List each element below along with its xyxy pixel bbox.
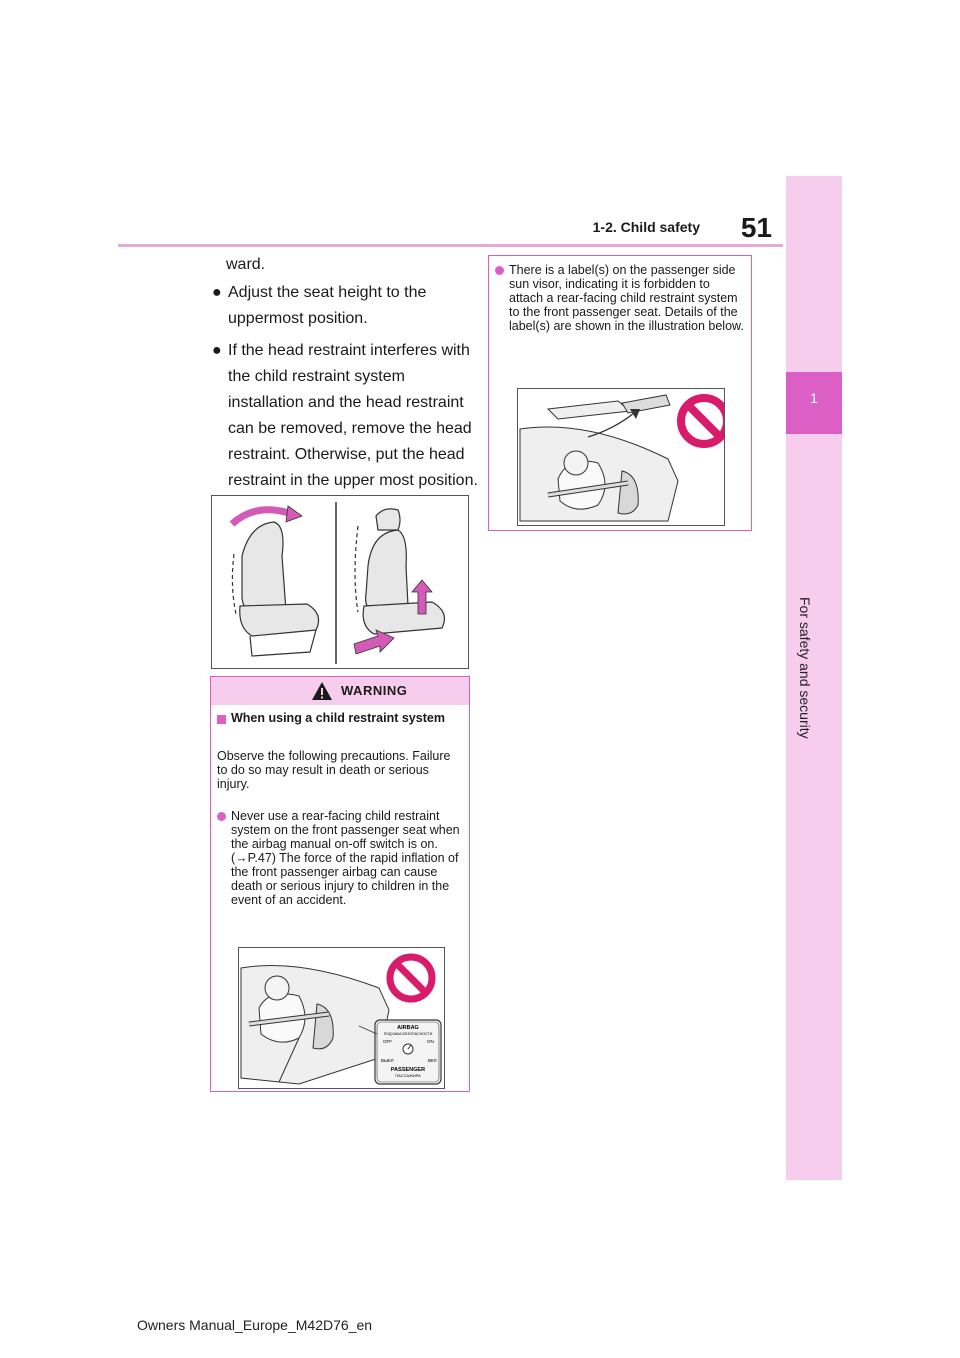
off-label: OFF — [383, 1039, 392, 1044]
warning-intro: Observe the following precautions. Failure to do so may result in death or serious injury. — [217, 749, 451, 791]
warning-header — [211, 677, 469, 705]
off-label-ru: ВЫКЛ — [381, 1058, 394, 1063]
warning-subheading: When using a child restraint system — [231, 711, 445, 725]
on-label: ON — [427, 1039, 434, 1044]
on-label-ru: ВКЛ — [428, 1058, 437, 1063]
info-item: There is a label(s) on the passenger side sun visor, indicating it is forbidden to attach a rear-facing child restraint system to the front passenger seat. Details of the label(s) are shown in the illustration below. — [509, 263, 744, 333]
bullet-icon — [217, 812, 226, 821]
subheading-square-icon — [217, 715, 226, 724]
removal-arrow-icon — [232, 510, 292, 524]
bullet-icon: ● — [212, 342, 222, 359]
page-number: 51 — [740, 212, 772, 243]
section-title: 1-2. Child safety — [592, 219, 700, 235]
chapter-number: 1 — [810, 390, 818, 406]
warning-item: Never use a rear-facing child restraint system on the front passenger seat when the airbag manual on-off switch is on. (→P.47) The force of the rapid inflation of the front passenger airbag can cause death or serious injury to children in the event of an accident. — [231, 809, 460, 907]
header-divider — [118, 244, 783, 247]
chapter-label: For safety and security — [797, 597, 813, 739]
bullet-item — [212, 280, 472, 334]
seat-adjustment-illustration — [211, 495, 469, 669]
chapter-side-tab — [786, 176, 842, 1180]
airbag-label-title: AIRBAG — [397, 1025, 419, 1031]
warning-title: WARNING — [341, 683, 408, 698]
seat-raised-icon — [355, 509, 444, 634]
warning-triangle-icon — [311, 681, 333, 701]
seat-head-restraint-removed-icon — [232, 522, 318, 656]
continued-text: ward. — [226, 256, 266, 273]
bullet-icon: ● — [212, 284, 222, 301]
bullet-icon — [495, 266, 504, 275]
airbag-label-title-ru: ПОДУШКА БЕЗОПАСНОСТИ — [383, 1032, 433, 1036]
bullet-item — [212, 338, 478, 489]
footer-document-id: Owners Manual_Europe_M42D76_en — [137, 1317, 373, 1333]
prohibited-icon — [681, 398, 724, 444]
airbag-switch-illustration — [238, 947, 445, 1089]
info-box — [488, 255, 752, 531]
sun-visor-label-illustration — [517, 388, 725, 526]
passenger-label-ru: ПАССАЖИРА — [395, 1073, 421, 1078]
prohibited-icon — [390, 957, 432, 999]
warning-box — [210, 676, 470, 1092]
passenger-label: PASSENGER — [390, 1067, 426, 1073]
bullet-text: If the head restraint interferes with the child restraint system installation and the head restraint can be removed, remove the head restraint. Otherwise, put the head restraint in the upper most position. — [228, 342, 478, 489]
bullet-text: Adjust the seat height to the uppermost position. — [228, 284, 427, 327]
airbag-switch-label — [375, 1020, 441, 1084]
